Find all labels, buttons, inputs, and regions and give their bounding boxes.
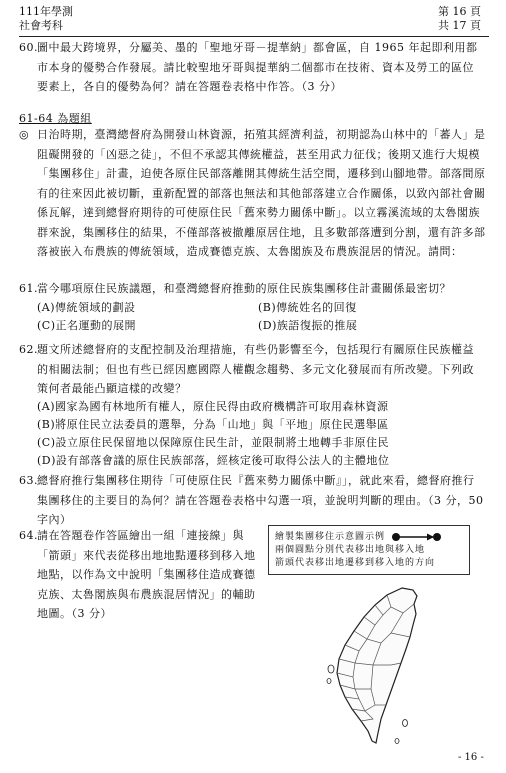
question-63 [19,471,485,530]
option-c: (C)設立原住民保留地以保障原住民生計，並限制將土地轉手非原住民 [37,436,389,449]
page-total: 共 17 頁 [438,19,481,32]
passage-text: 日治時期，臺灣總督府為開發山林資源，拓殖其經濟利益，初期認為山林中的「蕃人」是阻礙開發的「凶惡之徒」，不但不承認其傳統權益，甚至用武力征伐；後期又進行大規模「集團移住」計畫，迫使各原住民部落離開其傳統生活空間，遷移到山腳地帶。部落間原有的往來因此被切斷，重新配置的部落也無法和其他部落建立合作關係，以致內部社會關係瓦解，達到總督府期待的可使原住民「舊來勢力關係中斷」。以立霧溪流域的太魯閣族群來說，集團移住的結果，不僅部落被撤離原居住地，且多數部落遭到分割，還有許多部落被嵌入布農族的傳統領域，造成賽德克族、太魯閣族及布農族混居的情況。請問： [37,128,486,258]
passage [19,125,487,262]
legend-line-2: 兩個圓點分別代表移出地與移入地 [275,545,426,555]
option-d: (D)設有部落會議的原住民族部落，經核定後可取得公法人的主體地位 [37,454,390,467]
header-rule [19,36,489,37]
option-a: (A)傳統領域的劃設 [37,301,136,314]
question-text: 當今哪項原住民族議題，和臺灣總督府推動的原住民族集團移住計畫關係最密切？ [37,282,451,295]
question-number: 60. [19,41,38,54]
legend-box [268,525,470,575]
question-64 [19,526,259,624]
subject-name: 社會考科 [19,19,63,32]
option-c: (C)正名運動的展開 [37,319,136,332]
question-text: 題文所述總督府的支配控制及治理措施，有些仍影響至今，包括現行有關原住民族權益的相關法制；但也有些已經因應國際人權觀念趨勢、多元文化發展而有所改變。下列政策何者最能凸顯這樣的改變？ [37,343,474,395]
question-60 [19,38,483,97]
option-d: (D)族語復振的推展 [258,319,358,332]
passage-mark: ◎ [19,128,30,141]
option-a: (A)國家為國有林地所有權人，原住民得由政府機構許可取用森林資源 [37,400,389,413]
exam-title: 111年學測 [19,5,73,18]
question-text: 請在答題卷作答區繪出一組「連接線」與「箭頭」來代表從移出地地點遷移到移入地地點，以作為文中說明「集團移住造成賽德克族、太魯閣族與布農族混居情況」的輔助地圖。（3 分） [37,529,256,620]
option-b: (B)將原住民立法委員的選舉，分為「山地」與「平地」原住民選舉區 [37,418,389,431]
page-number: 第 16 頁 [438,5,481,18]
question-61 [19,279,485,299]
question-number: 64. [19,529,38,542]
legend-line-1: 繪製集團移住示意圖示例 [275,531,463,544]
page-footer: - 16 - [458,752,484,763]
question-text: 圖中最大跨境界，分屬美、墨的「聖地牙哥－提華納」都會區，自 1965 年起即利用都市本身的優勢合作發展。請比較聖地牙哥與提華納二個都市在技術、資本及勞工的區位要素上，各自的優勢為何？請在答題卷表格中作答。（3 分） [37,41,478,93]
taiwan-map [325,585,435,747]
question-text: 總督府推行集團移住期待「可使原住民『舊來勢力關係中斷』」，就此來看，總督府推行集團移住的主要目的為何？請在答題卷表格中勾選一項，並說明判斷的理由。（3 分，50 字內） [37,474,484,526]
arrow-example-icon [391,532,443,542]
legend-line-3: 箭頭代表移出地遷移到移入地的方向 [275,558,436,568]
question-number: 61. [19,282,38,295]
question-number: 63. [19,474,38,487]
option-b: (B)傳統姓名的回復 [258,301,357,314]
group-title: 61-64 為題組 [19,112,92,125]
question-number: 62. [19,343,38,356]
question-62 [19,340,485,399]
